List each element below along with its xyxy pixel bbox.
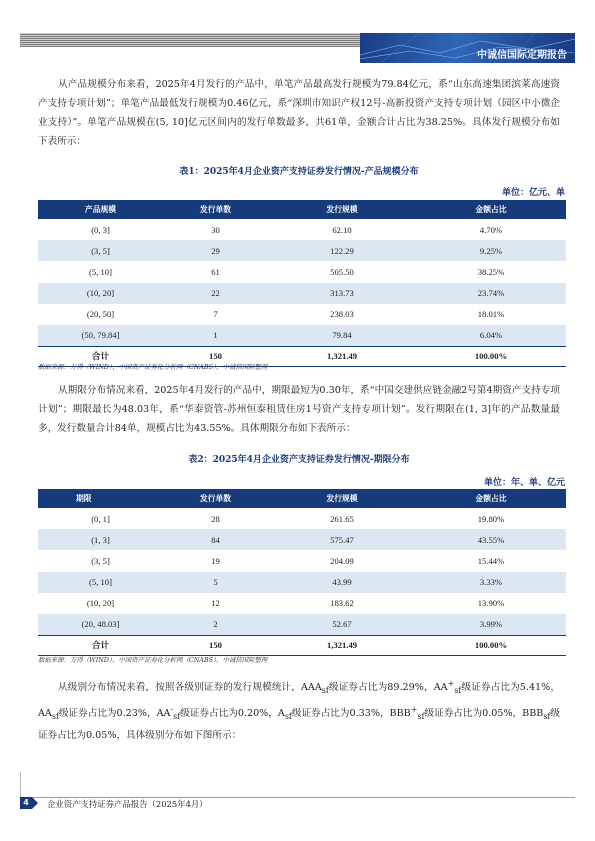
table-row — [38, 614, 566, 635]
table1-source: 数据来源：万得（WIND）、中国资产证券化分析网（CNABS），中诚信国际整理 — [38, 363, 268, 371]
table-cell: 52.67 — [268, 614, 416, 635]
rating-modifier: + — [447, 679, 455, 688]
table-cell: 575.47 — [268, 529, 416, 550]
table-row — [38, 572, 566, 593]
header-banner — [360, 33, 575, 63]
rating-suffix: sf — [417, 712, 425, 722]
table-cell: 1,321.49 — [268, 346, 416, 366]
column-header: 金额占比 — [416, 489, 566, 508]
table-cell: 122.29 — [268, 240, 416, 261]
scale-distribution-paragraph: 从产品规模分布来看，2025年4月发行的产品中，单笔产品最高发行规模为79.84亿元，系“山东高速集团滨莱高速资产支持专项计划”；单笔产品最低发行规模为0.46亿元，系“深圳市知识产权12号-高新投资产支持专项计划（园区中小微企业支持）”。单笔产品规模在(5, 10]亿元区间内的发行单数最多，共61单，金额合计占比为38.25%。具体发行规模分布如下表所示： — [38, 79, 560, 147]
table-row — [38, 593, 566, 614]
table-row — [38, 508, 566, 529]
table1-title: 表1：2025年4月企业资产支持证券发行情况-产品规模分布 — [179, 167, 419, 177]
table-cell: 19 — [211, 555, 220, 566]
column-header: 发行单数 — [163, 489, 268, 508]
text-run: 级证券占比为0.33%，BBB — [291, 708, 411, 720]
table-header-row — [38, 489, 566, 508]
rating-suffix: sf — [284, 712, 292, 722]
table-cell: (20, 50] — [86, 309, 115, 320]
term-distribution-paragraph: 从期限分布情况来看，2025年4月发行的产品中，期限最短为0.30年，系“中国交建供应链金融2号第4期资产支持专项计划”；期限最长为48.03年，系“华泰资管-苏州恒泰租赁住房1号资产支持专项计划”。发行期限在(1, 3]年的产品数量最多，发行数量合计84单，规模占比为43.55%。具体期限分布如下表所示： — [38, 385, 560, 434]
table-cell: 22 — [163, 283, 268, 304]
footer-report-title: 企业资产支持证券产品报告（2025年4月） — [47, 799, 208, 809]
table-row — [38, 283, 566, 304]
table-cell: 38.25% — [477, 266, 505, 277]
table-row — [38, 219, 566, 240]
table-cell: 100.00% — [416, 635, 566, 655]
column-header: 发行规模 — [268, 489, 416, 508]
table2-title: 表2：2025年4月企业资产支持证券发行情况-期限分布 — [188, 455, 410, 465]
table-cell: 62.10 — [332, 224, 352, 235]
table-cell: 30 — [211, 224, 220, 235]
table-cell: 29 — [163, 240, 268, 261]
table-row — [38, 240, 566, 261]
text-run: 级证券占比为0.05%，BBB — [424, 708, 544, 720]
table1-unit: 单位：亿元、单 — [501, 188, 565, 198]
table-cell: 合计 — [38, 346, 163, 366]
table-cell: (3, 5] — [38, 240, 163, 261]
rating-suffix: sf — [51, 712, 59, 722]
table-row — [38, 261, 566, 282]
table-cell: (5, 10] — [38, 572, 163, 593]
table-cell: 2 — [163, 614, 268, 635]
table-cell: (50, 79.84] — [38, 325, 163, 346]
table-cell: 150 — [163, 635, 268, 655]
rating-suffix: sf — [173, 712, 181, 722]
table-cell: 79.84 — [268, 325, 416, 346]
table-cell: 23.74% — [416, 283, 566, 304]
table-cell: 261.65 — [330, 513, 354, 524]
scale-distribution-table — [38, 200, 566, 367]
table-cell: 13.90% — [477, 598, 505, 609]
table-cell: (20, 48.03] — [38, 614, 163, 635]
table-cell: 12 — [211, 598, 220, 609]
table-total-row — [38, 635, 566, 655]
rating-distribution-paragraph — [38, 674, 560, 745]
column-header: 发行单数 — [163, 200, 268, 219]
table-cell: 43.99 — [268, 572, 416, 593]
column-header: 产品规模 — [38, 200, 163, 219]
table-cell: 15.44% — [477, 555, 505, 566]
report-type-title: 中诚信国际定期报告 — [477, 50, 567, 61]
text-run: 级证券占比为0.20%，A — [180, 708, 285, 720]
table-row — [38, 529, 566, 550]
table-cell: 1 — [163, 325, 268, 346]
text-run: 级证券占比为0.23%，AA — [58, 708, 171, 720]
text-run: 级证券占比为5.41%，AA — [38, 682, 560, 720]
table-cell: (5, 10] — [89, 266, 112, 277]
page-number: 4 — [20, 797, 32, 809]
column-header: 金额占比 — [416, 200, 566, 219]
table2-source: 数据来源：万得（WIND）、中国资产证券化分析网（CNABS），中诚信国际整理 — [38, 656, 268, 664]
table-cell: 合计 — [38, 635, 163, 655]
table-cell: (3, 5] — [91, 555, 110, 566]
table-header-row — [38, 200, 566, 219]
table-cell: 505.50 — [330, 266, 354, 277]
table-cell: 3.99% — [416, 614, 566, 635]
rating-modifier: + — [410, 705, 418, 715]
text-run: 级证券占比为89.29%，AA — [328, 682, 448, 694]
table-cell: 61 — [211, 266, 220, 277]
rating-suffix: sf — [543, 712, 551, 722]
table-row — [38, 325, 566, 346]
table-cell: 1,321.49 — [268, 635, 416, 655]
table-cell: 4.70% — [479, 224, 503, 235]
text-run: 级证券占比为0.05%，具体级别分布如下图所示： — [38, 708, 560, 742]
table-row — [38, 550, 566, 571]
table-row — [38, 304, 566, 325]
table-cell: 183.62 — [330, 598, 354, 609]
table-cell: 28 — [211, 513, 220, 524]
table-cell: 100.00% — [416, 346, 566, 366]
column-header: 发行规模 — [268, 200, 416, 219]
table-cell: 9.25% — [416, 240, 566, 261]
table-cell: 150 — [163, 346, 268, 366]
table-cell: 3.33% — [416, 572, 566, 593]
rating-suffix: sf — [321, 686, 329, 696]
term-distribution-table — [38, 489, 566, 656]
table-cell: 43.55% — [416, 529, 566, 550]
table-cell: 313.73 — [268, 283, 416, 304]
table2-unit: 单位：年、单、亿元 — [483, 478, 565, 488]
table-cell: (10, 20] — [38, 283, 163, 304]
table-cell: 5 — [163, 572, 268, 593]
column-header: 期限 — [38, 489, 163, 508]
table-cell: (1, 3] — [38, 529, 163, 550]
rating-suffix: sf — [454, 686, 462, 696]
page-arrow-icon — [32, 797, 38, 809]
table-cell: 238.03 — [330, 309, 354, 320]
table-cell: 19.80% — [477, 513, 505, 524]
table-cell: 204.09 — [330, 555, 354, 566]
text-run: 从级别分布情况来看，按照各级别证券的发行规模统计，AAA — [58, 682, 322, 694]
page-header — [20, 33, 575, 63]
rating-modifier: - — [170, 705, 174, 715]
table-cell: 6.04% — [416, 325, 566, 346]
table-cell: 84 — [163, 529, 268, 550]
table-cell: 7 — [213, 309, 218, 320]
table-cell: (0, 3] — [91, 224, 110, 235]
table-cell: (10, 20] — [86, 598, 115, 609]
table-cell: 18.01% — [477, 309, 505, 320]
table-cell: (0, 1] — [91, 513, 110, 524]
